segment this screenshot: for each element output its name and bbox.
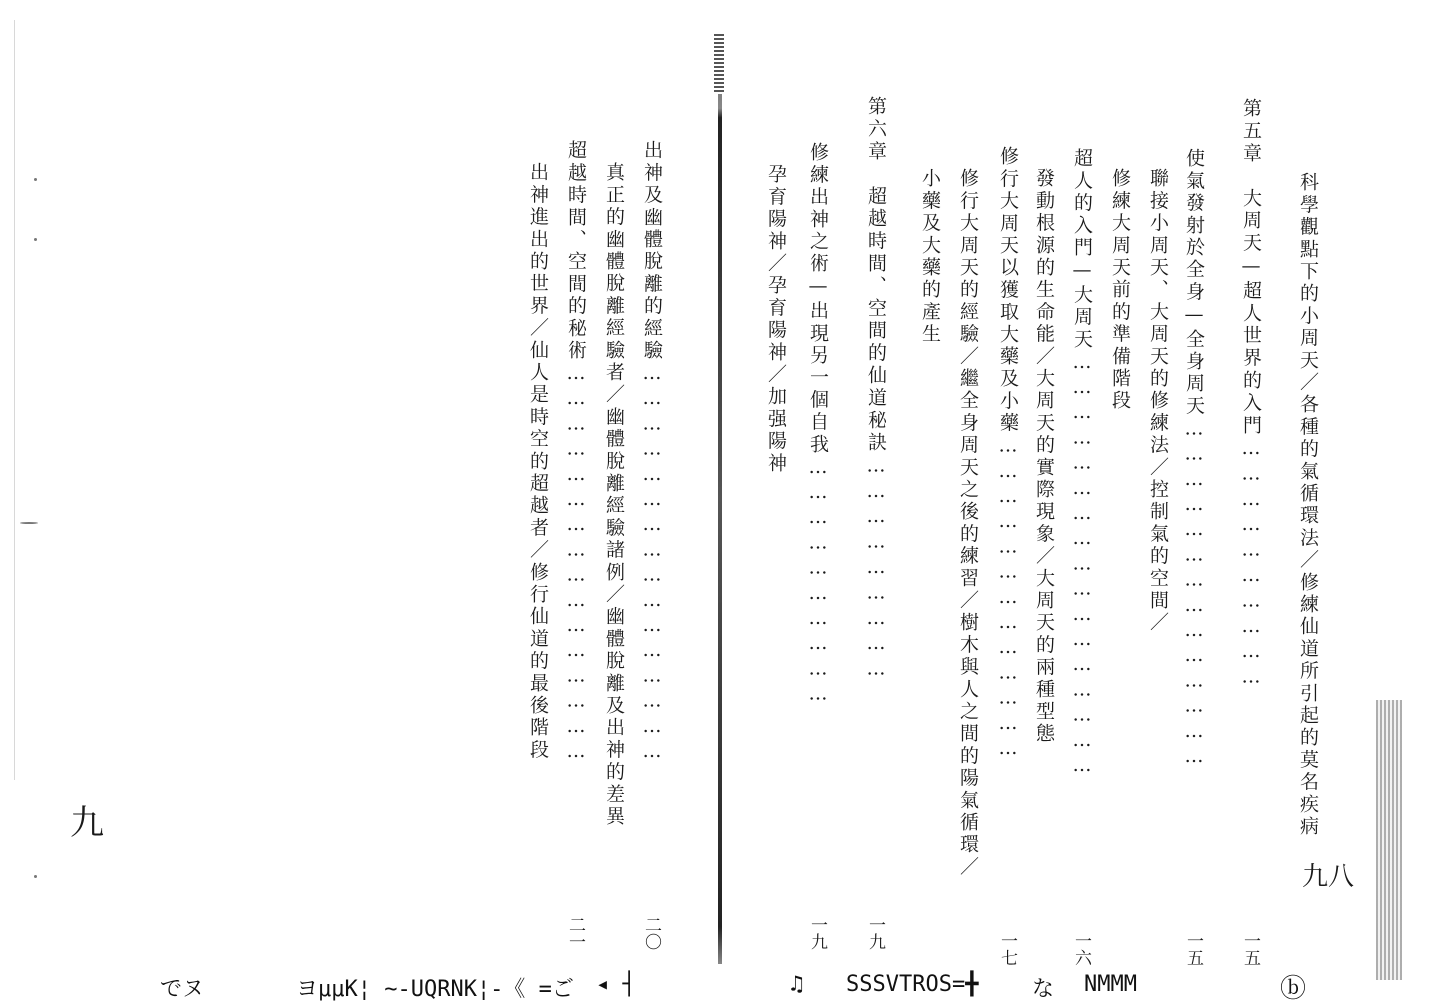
toc-subtopics: 發動根源的生命能／大周天的實際現象／大周天的兩種型態 [1033, 168, 1055, 746]
toc-subtopics: 出神進出的世界／仙人是時空的超越者／修行仙道的最後階段 [527, 162, 549, 762]
toc-section: 修行大周天以獲取大藥及小藥………………………………… [997, 146, 1019, 763]
scan-speck [34, 875, 37, 878]
toc-section: 超越時間、空間的秘術………………………………………… [565, 140, 587, 766]
artifact-text: ♫ [790, 972, 804, 997]
artifact-text: SSSVTROS=╋ [846, 972, 979, 997]
toc-subtopics: 孕育陽神／孕育陽神／加强陽神 [765, 164, 787, 475]
folio-number: 九 [70, 803, 104, 843]
page-number: 一五 [1240, 932, 1260, 966]
page-number: 二一 [565, 916, 585, 950]
toc-line: 科學觀點下的小周天／各種的氣循環法／修練仙道所引起的莫名疾病 [1297, 172, 1319, 838]
artifact-text: な [1032, 977, 1055, 1002]
page-number: 一九 [807, 916, 827, 950]
toc-section: 超人的入門—大周天…………………………………………… [1071, 148, 1093, 780]
page-number: 一六 [1071, 932, 1091, 966]
page-number: 一九 [865, 916, 885, 950]
scan-edge-right [1376, 700, 1402, 980]
toc-subtopics: 修練大周天前的準備階段 [1109, 168, 1131, 413]
page-number: 一五 [1183, 932, 1203, 966]
circled-b-icon: ⓑ [1280, 974, 1307, 1004]
toc-section: 修練出神之術—出現另一個自我………………………… [807, 142, 829, 708]
page-number: 一七 [997, 932, 1017, 966]
page-number: 二〇 [641, 916, 661, 950]
scan-speck [20, 522, 38, 524]
toc-subtopics: 真正的幽體脫離經驗者／幽體脫離經驗諸例／幽體脫離及出神的差異 [603, 162, 625, 828]
scan-edge-left [14, 20, 15, 780]
folio-number: 九八 [1302, 862, 1355, 892]
toc-subtopics: 聯接小周天、大周天的修練法／控制氣的空間／ [1147, 168, 1169, 635]
toc-subtopics: 小藥及大藥的產生 [919, 168, 941, 346]
artifact-text: でヌ [160, 977, 205, 1002]
scan-speck [34, 178, 37, 181]
book-gutter [718, 34, 722, 964]
toc-section: 使氣發射於全身—全身周天…………………………………… [1183, 148, 1205, 771]
toc-subtopics: 修行大周天的經驗／繼全身周天之後的練習／樹木與人之間的陽氣循環／ [957, 168, 979, 879]
artifact-text: ヨμμK¦ ~-UQRNK¦-《 =ご [296, 977, 574, 1002]
chapter-heading: 第六章 超越時間、空間的仙道秘訣……………………… [865, 96, 887, 683]
chapter-heading: 第五章 大周天—超人世界的入門………………………… [1240, 98, 1262, 691]
bottom-artifact-strip [0, 968, 1440, 1006]
artifact-text: NMMM [1084, 972, 1137, 997]
toc-section: 出神及幽體脫離的經驗………………………………………… [641, 140, 663, 766]
scan-speck [34, 238, 37, 241]
artifact-text: ◂ ┤ [596, 972, 636, 997]
book-gutter-top [714, 34, 724, 94]
